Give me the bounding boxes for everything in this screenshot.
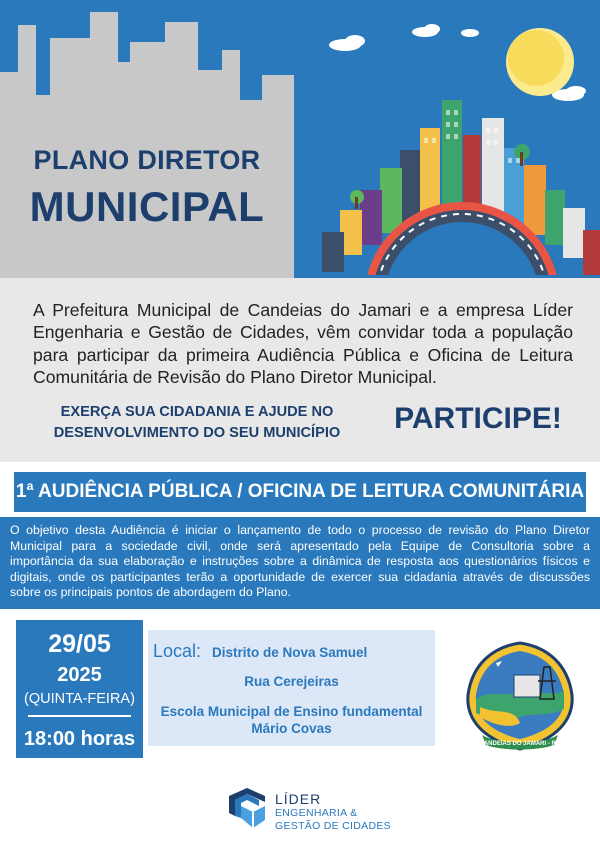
location-school-line: Mário Covas [251,721,332,736]
description-text [10,523,590,601]
title-line-2: MUNICIPAL [29,183,265,230]
cta-slogan-line: DESENVOLVIMENTO DO SEU MUNICÍPIO [53,425,341,441]
description-line: importância da sua elaboração e instruções sobre a dinâmica de resposta aos questionários físicos e [10,554,590,569]
city-illustration [0,0,600,278]
event-year: 2025 [57,664,102,686]
date-divider [28,715,131,717]
description-line: Municipal para a sociedade civil, onde será apresentado pela Equipe de Consultoria sobre a [10,538,590,553]
description-line: sobre os principais pontos de abordagem do Plano. [10,585,291,600]
hero-banner [0,0,600,278]
sun-icon [506,28,574,96]
location-school-line: Escola Municipal de Ensino fundamental [160,704,423,719]
cta-participe: PARTICIPE! [394,402,562,435]
cta-slogan [16,402,378,444]
event-date-box [16,620,143,758]
invitation-line: A Prefeitura Municipal de Candeias do Jamari e a empresa Líder [33,300,573,320]
event-weekday: (QUINTA-FEIRA) [24,691,135,707]
description-line: O objetivo desta Audiência é iniciar o lançamento de todo o processo de revisão do Plano Diretor [10,523,590,537]
location-street: Rua Cerejeiras [244,674,339,689]
event-title: 1ª AUDIÊNCIA PÚBLICA / OFICINA DE LEITURA COMUNITÁRIA [15,481,585,502]
location-district: Distrito de Nova Samuel [212,645,368,660]
invitation-line: Engenharia e Gestão de Cidades, vêm convidar toda a população [33,322,573,343]
invitation-line: Comunitária de Revisão do Plano Diretor Municipal. [33,367,437,388]
event-time: 18:00 horas [23,728,136,750]
invitation-text [33,299,573,389]
lider-logo-icon [225,786,271,832]
company-name: LÍDER [275,791,322,807]
event-day-month: 29/05 [48,630,111,658]
location-school [148,703,435,737]
company-subtitle-1: ENGENHARIA & [275,807,358,819]
municipal-crest-icon [458,637,582,755]
location-label: Local: [153,641,202,661]
invitation-line: para participar da primeira Audiência Pública e Oficina de Leitura [33,344,573,365]
event-title-banner [14,472,586,512]
cta-slogan-line: EXERÇA SUA CIDADANIA E AJUDE NO [60,404,334,420]
crest-text: CANDEIAS DO JAMARI - RO [479,741,561,747]
title-line-1: PLANO DIRETOR [33,145,261,175]
company-subtitle-2: GESTÃO DE CIDADES [275,820,391,832]
description-line: digitais, onde os participantes terão a oportunidade de exercer sua cidadania através de discussões [10,569,590,584]
